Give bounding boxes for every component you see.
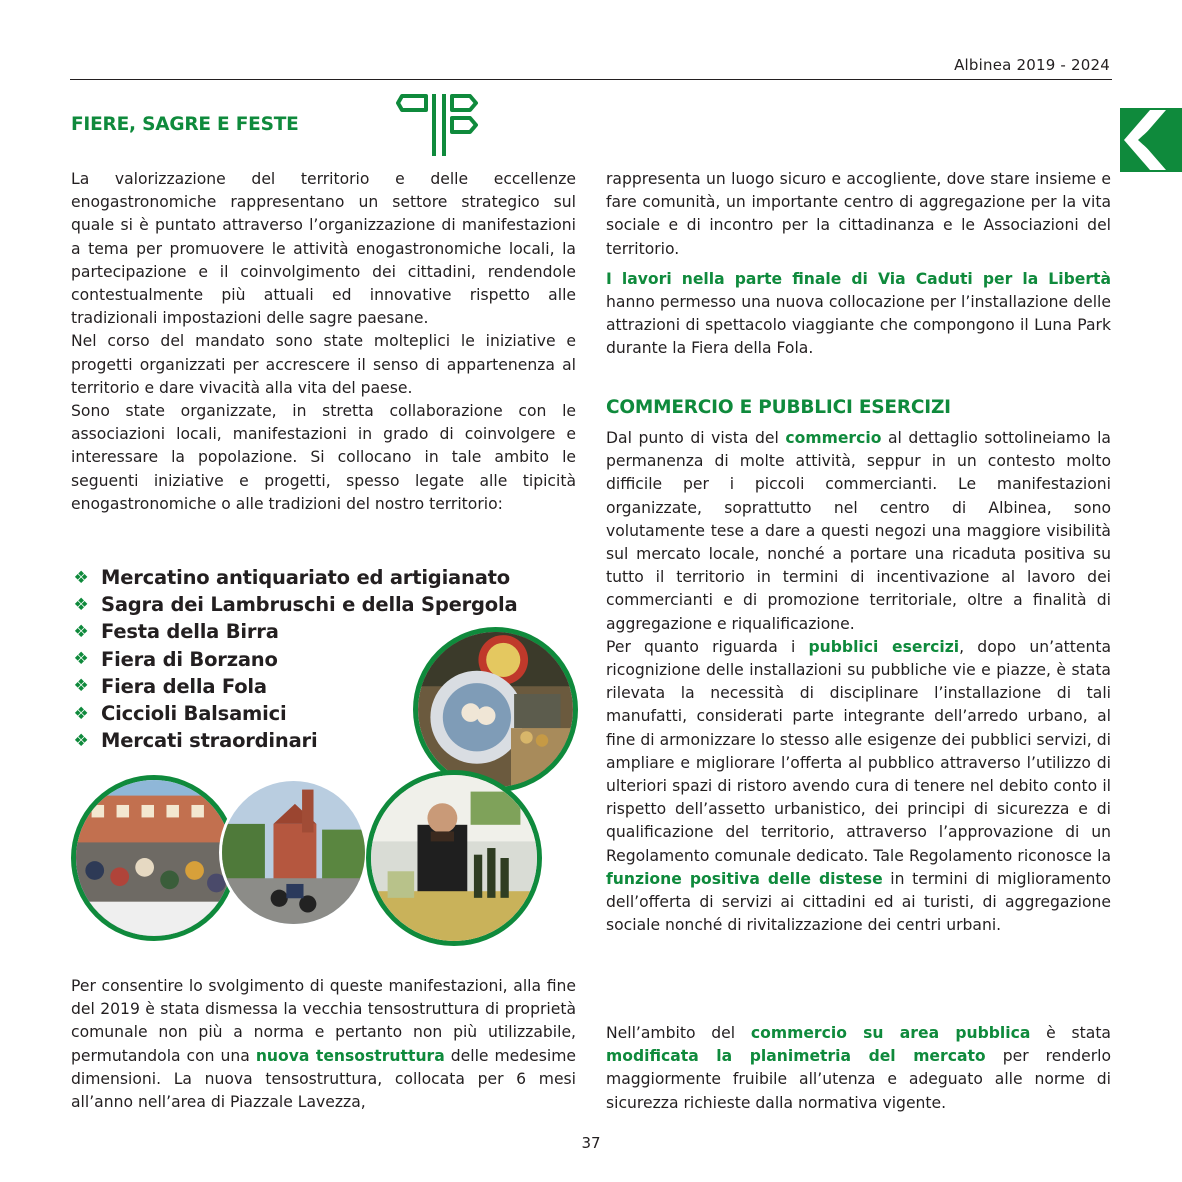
intro-paragraph-1: La valorizzazione del territorio e delle eccellenze enogastronomiche rappresentano un settore strategico sul quale si è puntato attraverso l’organizzazione di manifestazioni a tema per promuovere le attività enogastronomiche locali, la partecipazione e il coinvolgimento dei cittadini, rendendole contestualmente più attuali ed innovative rispetto alle tradizionali impostazioni delle sagre paesane. (71, 170, 576, 328)
commercio-text (606, 427, 1111, 937)
document-header-title: Albinea 2019 - 2024 (954, 56, 1110, 74)
lavori-paragraph (606, 268, 1111, 361)
page-number: 37 (581, 1134, 601, 1152)
text-run: in termini di miglioramento dell’offerta di servizi ai cittadini ed ai turisti, di aggregazione sociale nonché di rivitalizzazione dei centri urbani. (606, 869, 1111, 935)
tensostruttura-text (71, 975, 576, 1114)
commercio-paragraph-2 (606, 636, 1111, 938)
diamond-bullet-icon: ❖ (73, 567, 89, 588)
text-run: al dettaglio sottolineiamo la permanenza di molte attività, seppur in un contesto molto difficile per i piccoli commercianti. Le manifestazioni organizzate, soprattutto nel centro di Albinea, sono volutamente tese a dare a questi negozi una maggiore visibilità sul mercato locale, nonché a portare una ricaduta positiva su tutto il territorio in termini di incentivazione al lavoro dei commercianti e di promozione territoriale, oltre a finalità di aggregazione e riqualificazione. (606, 429, 1111, 633)
event-label: Fiera della Fola (101, 674, 267, 698)
text-run: delle medesime dimensioni. La nuova tensostruttura, collocata per 6 mesi all’anno nell’area di Piazzale Lavezza, (71, 1046, 576, 1112)
text-run: è stata (1030, 1024, 1111, 1042)
chapter-tab-icon (1120, 108, 1182, 172)
photo-antique-plate (413, 627, 578, 792)
event-label: Sagra dei Lambruschi e della Spergola (101, 593, 518, 617)
right-column-top (606, 168, 1111, 361)
signpost-icon (396, 90, 480, 160)
intro-text (71, 168, 576, 516)
highlight-pubblici-esercizi: pubblici esercizi (808, 637, 960, 656)
list-item (71, 591, 517, 618)
tensostruttura-continuation: rappresenta un luogo sicuro e accogliente, dove stare insieme e fare comunità, un importante centro di aggregazione per la vita sociale e di incontro per la cittadinanza e le Associazioni del territorio. (606, 170, 1111, 258)
text-run: , dopo un’attenta ricognizione delle installazioni su pubbliche vie e piazze, è stata rilevata la necessità di disciplinare l’installazione di tali manufatti, considerati parte integrante dell’arredo urbano, al fine di armonizzare lo stesso alle esigenze dei pubblici servizi, di ampliare e migliorare l’offerta al pubblico attraverso l’utilizzo di ulteriori spazi di ristoro avendo cura di tenere nel debito conto il rispetto dell’assetto urbanistico, dei principi di sicurezza e di qualificazione del territorio, attraverso l’approvazione di un Regolamento comunale dedicato. Tale Regolamento riconosce la (606, 637, 1112, 865)
highlight-planimetria-mercato: modificata la planimetria del mercato (606, 1047, 986, 1066)
area-pubblica-paragraph (606, 1022, 1111, 1115)
event-label: Fiera di Borzano (101, 647, 278, 671)
event-label: Ciccioli Balsamici (101, 702, 287, 726)
photo-festival-crowd (71, 775, 237, 941)
event-label: Festa della Birra (101, 620, 279, 644)
photo-church-motorcycles (219, 778, 368, 927)
commercio-paragraph-1 (606, 427, 1111, 636)
diamond-bullet-icon: ❖ (73, 621, 89, 642)
text-run: Per consentire lo svolgimento di queste manifestazioni, alla fine del 2019 è stata dismessa la vecchia tensostruttura di proprietà comunale non più a norma e pertanto non più utilizzabile, permutandola con una (71, 977, 576, 1065)
text-run: Dal punto di vista del (606, 429, 786, 447)
highlight-nuova-tensostruttura: nuova tensostruttura (255, 1046, 445, 1065)
diamond-bullet-icon: ❖ (73, 649, 89, 670)
highlight-funzione-positiva: funzione positiva delle distese (606, 869, 883, 888)
diamond-bullet-icon: ❖ (73, 703, 89, 724)
text-run: Per quanto riguarda i (606, 637, 809, 656)
photo-wine-tasting (366, 770, 542, 946)
text-run: per renderlo maggiormente fruibile all’utenza e adeguato alle norme di sicurezza richieste dalla normativa vigente. (606, 1047, 1111, 1112)
section-title-commercio: COMMERCIO E PUBBLICI ESERCIZI (606, 397, 951, 418)
text-run: Nell’ambito del (606, 1024, 751, 1042)
diamond-bullet-icon: ❖ (73, 676, 89, 697)
tensostruttura-paragraph (71, 975, 576, 1114)
highlight-commercio: commercio (785, 429, 882, 447)
event-label: Mercati straordinari (101, 729, 318, 753)
intro-paragraph-2: Nel corso del mandato sono state molteplici le iniziative e progetti organizzati per accrescere il senso di appartenenza al territorio e dare vivacità alla vita del paese. (71, 332, 576, 397)
text-run: hanno permesso una nuova collocazione per l’installazione delle attrazioni di spettacolo viaggiante che compongono il Luna Park durante la Fiera della Fola. (606, 293, 1111, 358)
intro-paragraph-3: Sono state organizzate, in stretta collaborazione con le associazioni locali, manifestazioni in grado di coinvolgere e interessare la popolazione. Si collocano in tale ambito le seguenti iniziative e progetti, spesso legate alle tipicità enogastronomiche o alle tradizioni del nostro territorio: (71, 402, 576, 513)
highlight-lavori-via-caduti: I lavori nella parte finale di Via Caduti per la Libertà (606, 269, 1111, 288)
list-item (71, 564, 517, 591)
diamond-bullet-icon: ❖ (73, 730, 89, 751)
highlight-commercio-area-pubblica: commercio su area pubblica (750, 1024, 1031, 1042)
section-title-fiere: FIERE, SAGRE E FESTE (71, 114, 299, 135)
diamond-bullet-icon: ❖ (73, 594, 89, 615)
area-pubblica-text (606, 1022, 1111, 1115)
event-label: Mercatino antiquariato ed artigianato (101, 566, 510, 590)
header-divider (70, 79, 1112, 80)
